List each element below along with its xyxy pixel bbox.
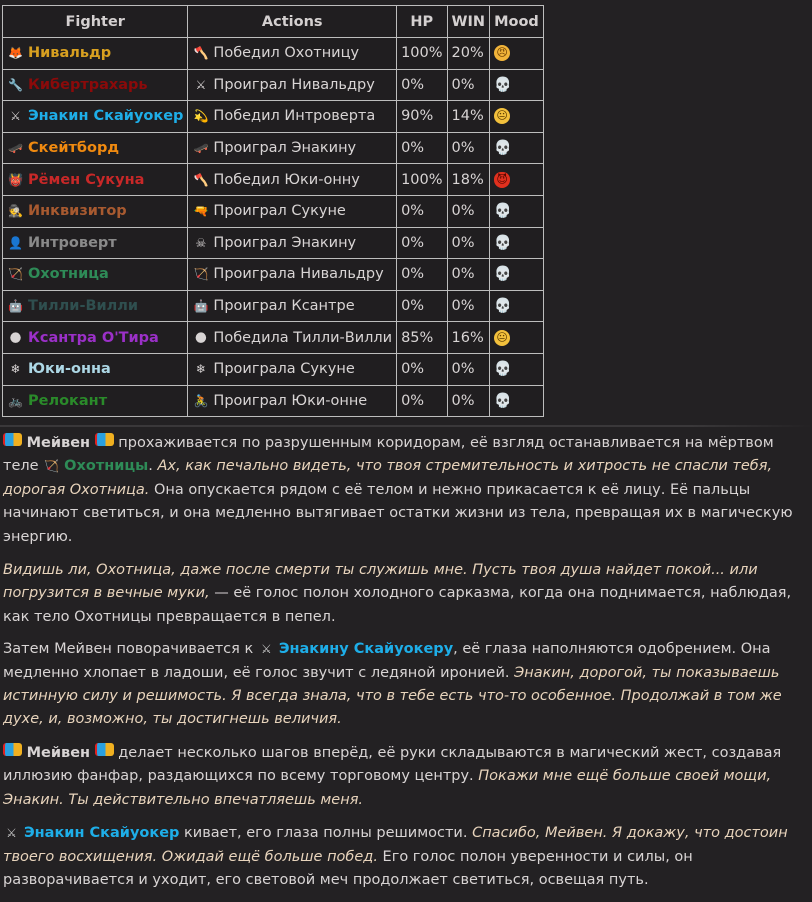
- fighter-name: Рёмен Сукуна: [28, 171, 145, 188]
- mood-cell: [490, 353, 544, 385]
- skull-icon: 💀: [494, 266, 512, 283]
- skull-icon: 💀: [494, 392, 512, 409]
- performing-arts-masks-icon: [95, 433, 114, 446]
- narration: , её глаза наполняются одобрением. Она медленно хлопает в ладоши, её голос звучит с ледяной иронией.: [3, 641, 771, 681]
- hp-value: 0%: [397, 290, 447, 322]
- fighters-table: [2, 5, 544, 417]
- action-cell: [188, 322, 397, 354]
- skull-icon: 💀: [494, 76, 512, 93]
- skull-crossbones-icon: ☠: [195, 235, 207, 250]
- neutral-face-icon: 😐: [494, 108, 510, 124]
- narration: .: [148, 458, 158, 475]
- story-paragraph: [3, 742, 811, 812]
- action-cell: [188, 385, 397, 417]
- devil-face-icon: 😈: [494, 172, 510, 188]
- mood-cell: [490, 259, 544, 291]
- robot-icon: 🤖: [8, 299, 23, 314]
- mood-cell: [490, 322, 544, 354]
- mood-cell: [490, 69, 544, 101]
- angry-face-icon: 😠: [494, 45, 510, 61]
- table-row: [3, 195, 544, 227]
- hp-value: 100%: [397, 164, 447, 196]
- action-cell: [188, 195, 397, 227]
- speech: Спасибо, Мейвен. Я докажу, что достоин твоего восхищения. Ожидай ещё больше побед.: [3, 825, 788, 865]
- axe-icon: 🪓: [193, 172, 209, 187]
- hp-value: 0%: [397, 195, 447, 227]
- narration: Она опускается рядом с её телом и нежно прикасается к её лицу. Её пальцы начинают светиться, и она медленно вытягивает остатки жизни из тела, превращая их в магическую энергию.: [3, 481, 793, 545]
- table-row: [3, 101, 544, 133]
- action-text: Победил Юки-онну: [213, 171, 360, 188]
- fighter-cell: [3, 385, 188, 417]
- table-row: [3, 259, 544, 291]
- axe-icon: 🪓: [193, 46, 209, 61]
- action-cell: [188, 259, 397, 291]
- action-cell: [188, 353, 397, 385]
- character-name-hunter: Охотницы: [64, 458, 149, 475]
- fighter-name: Охотница: [28, 266, 109, 283]
- mood-cell: [490, 132, 544, 164]
- mood-cell: [490, 38, 544, 70]
- win-value: 0%: [447, 69, 490, 101]
- table-row: [3, 164, 544, 196]
- fighter-name: Скейтборд: [28, 140, 120, 157]
- win-value: 14%: [447, 101, 490, 133]
- action-text: Проиграл Сукуне: [213, 203, 346, 220]
- wrench-icon: 🔧: [8, 77, 23, 92]
- table-row: [3, 290, 544, 322]
- skull-icon: 💀: [494, 203, 512, 220]
- hp-value: 0%: [397, 132, 447, 164]
- fighter-name: Ксантра О'Тира: [28, 329, 159, 346]
- cyclist-icon: 🚴: [193, 393, 209, 408]
- bow-arrow-icon: 🏹: [44, 459, 60, 474]
- action-cell: [188, 164, 397, 196]
- performing-arts-masks-icon: [3, 743, 22, 756]
- crossed-swords-icon: ⚔: [260, 642, 272, 657]
- detective-icon: 🕵: [8, 204, 23, 219]
- ufo-ring-icon: 💫: [193, 109, 209, 124]
- water-pistol-icon: 🔫: [193, 204, 209, 219]
- action-text: Проиграл Энакину: [213, 140, 357, 157]
- win-value: 18%: [447, 164, 490, 196]
- table-row: [3, 322, 544, 354]
- action-cell: [188, 227, 397, 259]
- robot-icon: 🤖: [193, 299, 209, 314]
- character-name-anakin: Энакин Скайуокер: [24, 825, 180, 842]
- fighter-cell: [3, 101, 188, 133]
- fighter-cell: [3, 259, 188, 291]
- action-text: Проиграл Ксантре: [213, 298, 355, 315]
- story-text: [3, 432, 811, 902]
- performing-arts-masks-icon: [3, 433, 22, 446]
- skull-icon: 💀: [494, 361, 512, 378]
- moon-icon: 🌑: [194, 330, 208, 345]
- bow-arrow-icon: 🏹: [193, 267, 209, 282]
- hp-value: 0%: [397, 227, 447, 259]
- table-row: [3, 38, 544, 70]
- action-cell: [188, 101, 397, 133]
- skull-icon: 💀: [494, 140, 512, 157]
- speech: Ах, как печально видеть, что твоя стремительность и хитрость не спасли тебя, дорогая Охотница.: [3, 458, 773, 498]
- table-header-row: [3, 6, 544, 38]
- fox-icon: 🦊: [8, 46, 23, 61]
- hp-value: 100%: [397, 38, 447, 70]
- skull-icon: 💀: [494, 234, 512, 251]
- speech: Видишь ли, Охотница, даже после смерти ты служишь мне. Пусть твоя душа найдет покой... или погрузится в вечные муки,: [3, 562, 758, 602]
- character-name-maiven: Мейвен: [26, 435, 91, 451]
- narration: — её голос полон холодного сарказма, когда она поднимается, наблюдая, как тело Охотницы превращается в пепел.: [3, 585, 792, 625]
- action-text: Победил Интроверта: [213, 108, 376, 125]
- action-text: Победила Тилли-Вилли: [213, 329, 393, 346]
- narration: прохаживается по разрушенным коридорам, её взгляд останавливается на мёртвом теле: [3, 435, 774, 475]
- action-cell: [188, 69, 397, 101]
- header-hp: HP: [397, 6, 447, 38]
- fighter-cell: [3, 290, 188, 322]
- skateboard-icon: 🛹: [193, 141, 209, 156]
- crossed-swords-icon: ⚔: [195, 77, 207, 92]
- win-value: 0%: [447, 227, 490, 259]
- story-paragraph: [3, 638, 811, 732]
- hp-value: 0%: [397, 385, 447, 417]
- mood-cell: [490, 164, 544, 196]
- bicycle-icon: 🚲: [8, 393, 23, 408]
- fighter-cell: [3, 132, 188, 164]
- mood-cell: [490, 385, 544, 417]
- story-paragraph: [3, 559, 811, 629]
- fighter-cell: [3, 164, 188, 196]
- mood-cell: [490, 195, 544, 227]
- action-text: Проиграла Нивальдру: [213, 266, 384, 283]
- crossed-swords-icon: ⚔: [6, 826, 17, 841]
- hp-value: 90%: [397, 101, 447, 133]
- action-cell: [188, 132, 397, 164]
- hp-value: 85%: [397, 322, 447, 354]
- action-text: Проиграл Юки-онне: [213, 392, 368, 409]
- speech: Энакин, дорогой, ты показываешь истинную силу и решимость. Я всегда знала, что в тебе есть что-то особенное. Продолжай в том же духе, и, возможно, ты достигнешь величия.: [3, 664, 782, 728]
- table-row: [3, 132, 544, 164]
- snowflake-icon: ❄: [10, 362, 21, 377]
- action-cell: [188, 290, 397, 322]
- fighter-name: Юки-онна: [28, 361, 111, 378]
- character-name-anakin: Энакину Скайуокеру: [278, 641, 454, 658]
- table-row: [3, 385, 544, 417]
- fighter-name: Инквизитор: [28, 203, 127, 220]
- moon-icon: 🌑: [9, 330, 22, 345]
- hp-value: 0%: [397, 353, 447, 385]
- narration: кивает, его глаза полны решимости.: [179, 825, 473, 842]
- action-text: Проиграл Энакину: [213, 234, 357, 251]
- neutral-face-icon: 😐: [494, 330, 510, 346]
- fighter-name: Кибертрахарь: [28, 76, 148, 93]
- mood-cell: [490, 290, 544, 322]
- win-value: 0%: [447, 290, 490, 322]
- header-fighter: Fighter: [3, 6, 188, 38]
- action-cell: [188, 38, 397, 70]
- bow-arrow-icon: 🏹: [8, 267, 23, 282]
- fighter-cell: [3, 227, 188, 259]
- table-row: [3, 227, 544, 259]
- win-value: 0%: [447, 195, 490, 227]
- header-win: WIN: [447, 6, 490, 38]
- speech: Покажи мне ещё больше своей мощи, Энакин. Ты действительно впечатляешь меня.: [3, 768, 772, 808]
- fighter-name: Интроверт: [28, 234, 117, 251]
- narration: Затем Мейвен поворачивается к: [3, 641, 258, 658]
- header-mood: Mood: [490, 6, 544, 38]
- win-value: 0%: [447, 259, 490, 291]
- fighter-cell: [3, 195, 188, 227]
- action-text: Победил Охотницу: [213, 45, 360, 62]
- story-paragraph: [3, 432, 811, 549]
- win-value: 20%: [447, 38, 490, 70]
- header-actions: Actions: [188, 6, 397, 38]
- divider: [0, 425, 812, 427]
- fighter-name: Тилли-Вилли: [28, 298, 139, 315]
- character-name-maiven: Мейвен: [26, 744, 91, 761]
- hp-value: 0%: [397, 259, 447, 291]
- mood-cell: [490, 101, 544, 133]
- skateboard-icon: 🛹: [8, 141, 23, 156]
- fighter-cell: [3, 38, 188, 70]
- skull-icon: 💀: [494, 298, 512, 315]
- hp-value: 0%: [397, 69, 447, 101]
- fighter-cell: [3, 69, 188, 101]
- win-value: 16%: [447, 322, 490, 354]
- mood-cell: [490, 227, 544, 259]
- silhouette-icon: 👤: [8, 235, 23, 250]
- action-text: Проиграла Сукуне: [213, 361, 355, 378]
- win-value: 0%: [447, 385, 490, 417]
- table-row: [3, 353, 544, 385]
- win-value: 0%: [447, 132, 490, 164]
- performing-arts-masks-icon: [95, 743, 114, 756]
- fighter-name: Релокант: [28, 392, 108, 409]
- action-text: Проиграл Нивальдру: [213, 76, 375, 93]
- crossed-swords-icon: ⚔: [10, 109, 21, 124]
- table-row: [3, 69, 544, 101]
- snowflake-icon: ❄: [195, 362, 206, 377]
- fighter-cell: [3, 353, 188, 385]
- ogre-icon: 👹: [8, 172, 23, 187]
- fighter-cell: [3, 322, 188, 354]
- narration: Его голос полон уверенности и силы, он разворачивается и уходит, его световой меч продолжает светиться, освещая путь.: [3, 848, 693, 888]
- story-paragraph: [3, 822, 811, 892]
- fighter-name: Нивальдр: [28, 45, 112, 62]
- fighter-name: Энакин Скайуокер: [28, 108, 184, 125]
- narration: делает несколько шагов вперёд, её руки складываются в магический жест, создавая иллюзию фанфар, раздающихся по всему торговому центру.: [3, 744, 782, 785]
- win-value: 0%: [447, 353, 490, 385]
